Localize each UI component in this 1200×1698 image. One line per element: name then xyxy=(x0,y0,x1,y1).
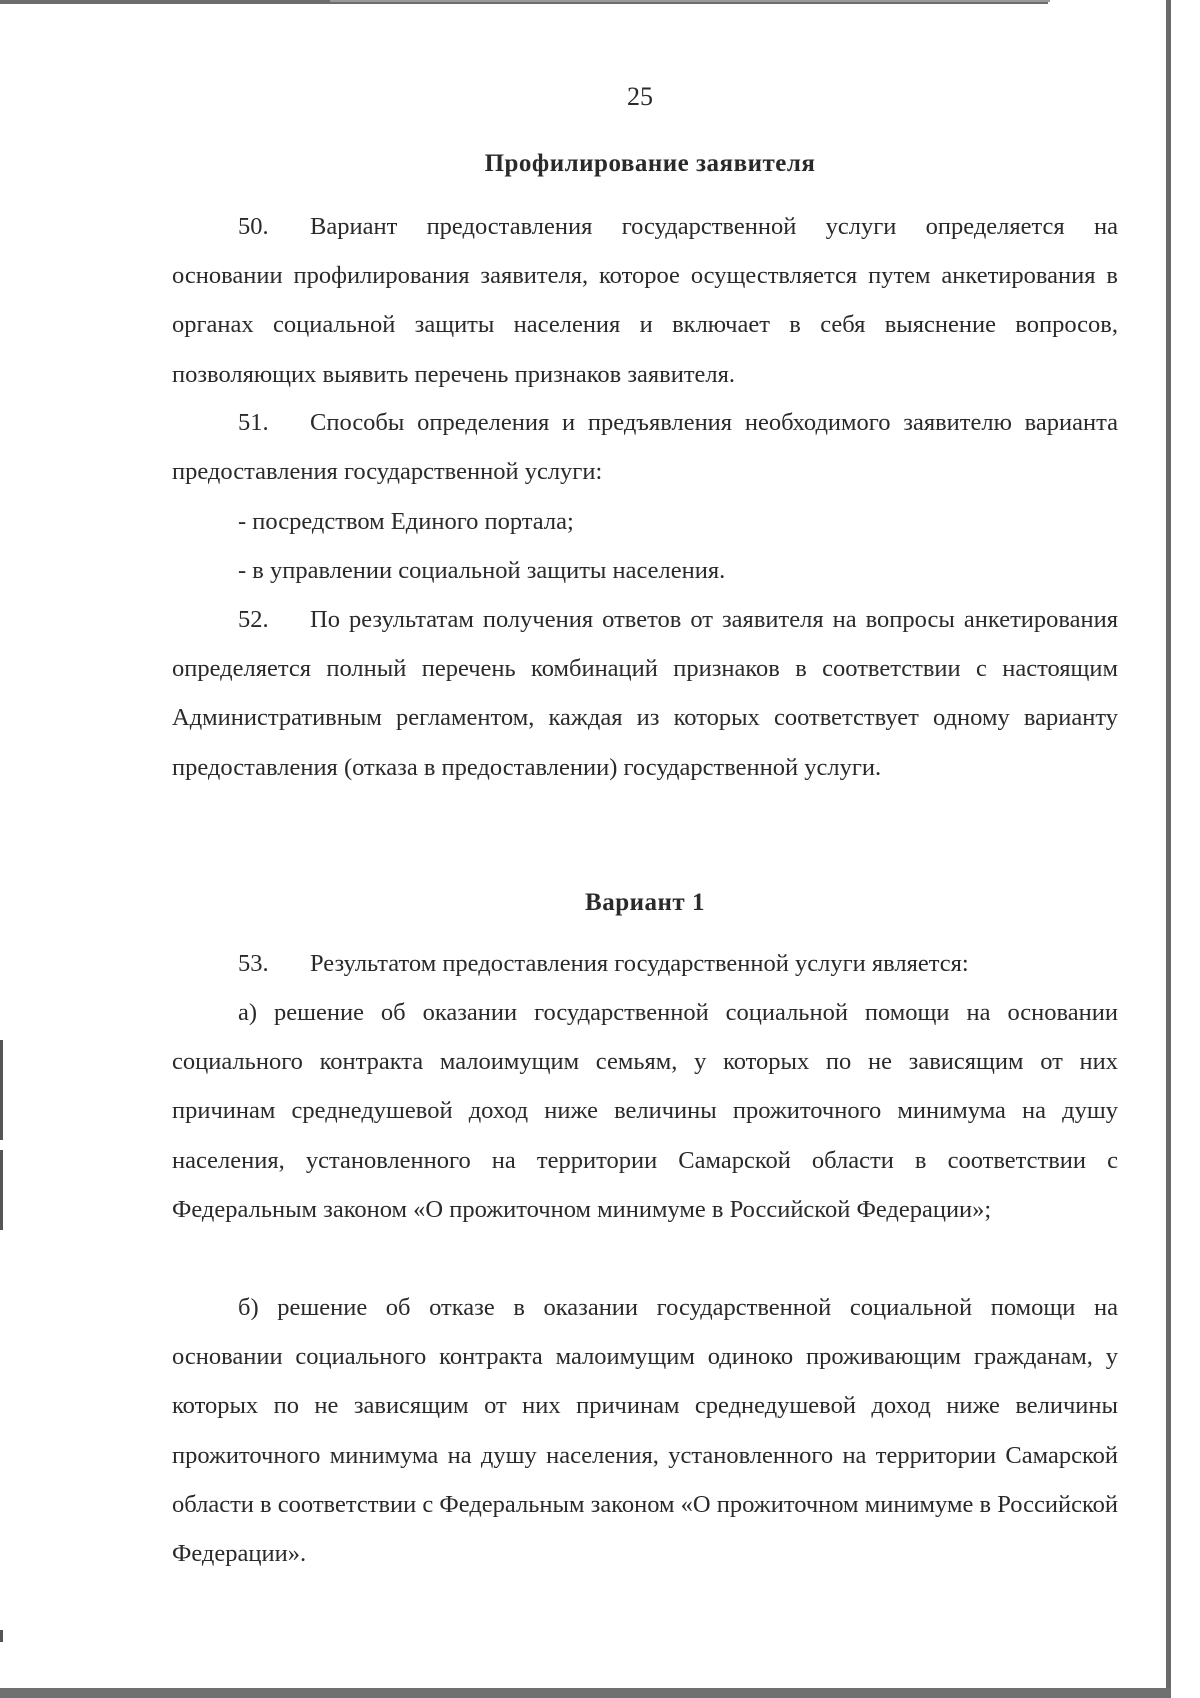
paragraph-text: Результатом предоставления государственной услуги является: xyxy=(310,950,969,977)
item-a: а) решение об оказании государственной социальной помощи на основании социального контракта малоимущим семьям, у которых по не зависящим от них причинам среднедушевой доход ниже величины прожиточного минимума на душу населения, установленного на территории Самарской области в соответствии с Федеральным законом «О прожиточном минимуме в Российской Федерации»; xyxy=(172,999,1118,1223)
section-heading: Вариант 1 xyxy=(585,889,705,916)
paragraph-51 xyxy=(172,398,1118,496)
scan-border-bottom xyxy=(0,1688,1171,1698)
page-number: 25 xyxy=(627,82,653,111)
paragraph-text: По результатам получения ответов от заявителя на вопросы анкетирования определяется полный перечень комбинаций признаков в соответствии с настоящим Административным регламентом, каждая из которых соответствует одному варианту предоставления (отказа в предоставлении) государственной услуги. xyxy=(172,606,1118,781)
paragraph-text: Способы определения и предъявления необходимого заявителю варианта предоставления государственной услуги: xyxy=(172,409,1118,486)
paragraph-number: 50. xyxy=(238,213,269,240)
item-b: б) решение об отказе в оказании государственной социальной помощи на основании социального контракта малоимущим одиноко проживающим гражданам, у которых по не зависящим от них причинам среднедушевой доход ниже величины прожиточного минимума на душу населения, установленного на территории Самарской области в соответствии с Федеральным законом «О прожиточном минимуме в Российской Федерации». xyxy=(172,1294,1118,1568)
scan-border-right xyxy=(1166,0,1171,1698)
paragraph-52 xyxy=(172,595,1118,792)
scan-mark-left xyxy=(0,1630,3,1642)
paragraph-53 xyxy=(172,939,1118,988)
paragraph-text: Вариант предоставления государственной услуги определяется на основании профилирования заявителя, которое осуществляется путем анкетирования в органах социальной защиты населения и включает в себя выяснение вопросов, позволяющих выявить перечень признаков заявителя. xyxy=(172,213,1118,388)
scan-mark-left xyxy=(0,1150,3,1230)
paragraph-number: 52. xyxy=(238,606,269,633)
section-heading: Профилирование заявителя xyxy=(484,150,816,177)
scan-mark-left xyxy=(0,1040,3,1140)
paragraph-number: 53. xyxy=(238,950,269,977)
list-item: - посредством Единого портала; xyxy=(238,508,574,535)
scan-border-top-light xyxy=(330,0,1050,2)
paragraph-50 xyxy=(172,202,1118,399)
list-item: - в управлении социальной защиты населения. xyxy=(238,557,726,584)
paragraph-number: 51. xyxy=(238,409,269,436)
